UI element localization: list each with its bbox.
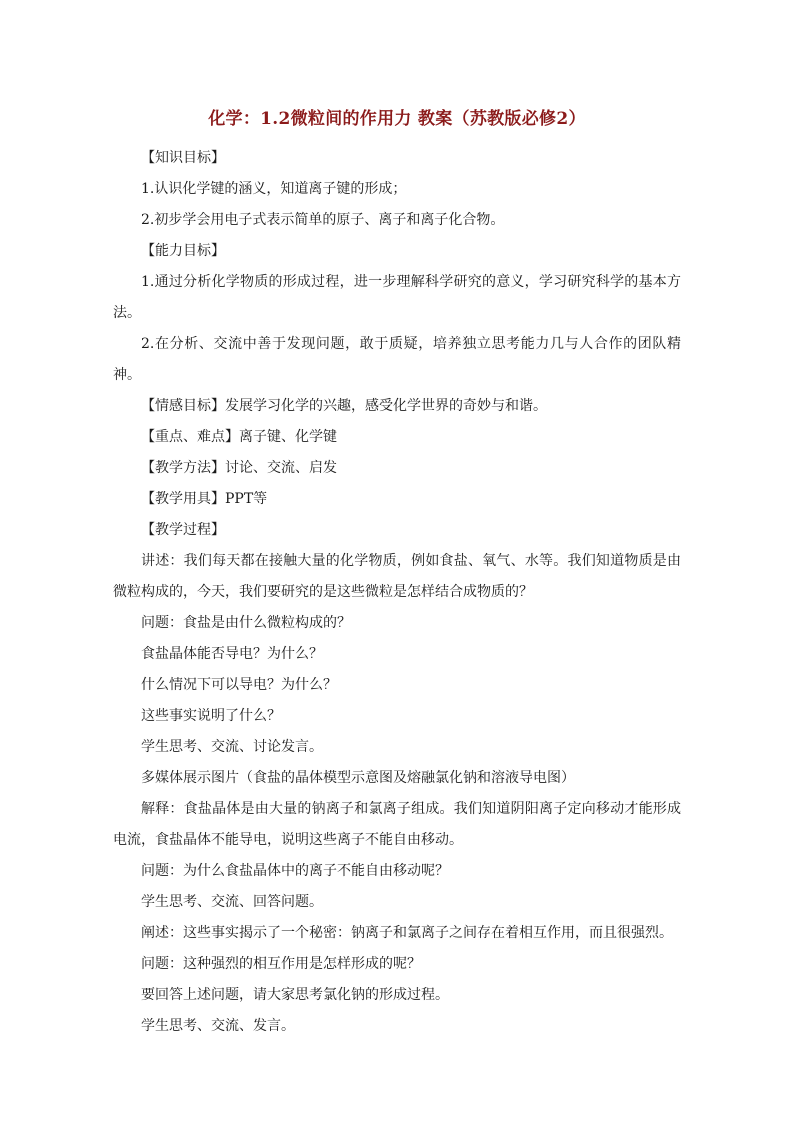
paragraph: 问题：为什么食盐晶体中的离子不能自由移动呢？ bbox=[141, 863, 449, 879]
paragraph: 2.初步学会用电子式表示简单的原子、离子和离子化合物。 bbox=[141, 212, 505, 228]
paragraph: 学生思考、交流、发言。 bbox=[141, 1018, 295, 1034]
paragraph-key-points: 【重点、难点】离子键、化学键 bbox=[141, 429, 337, 445]
paragraph: 要回答上述问题，请大家思考氯化钠的形成过程。 bbox=[141, 987, 449, 1003]
page-title: 化学：1.2微粒间的作用力 教案（苏教版必修2） bbox=[208, 109, 586, 129]
paragraph: 2.在分析、交流中善于发现问题，敢于质疑，培养独立思考能力几与人合作的团队精神。 bbox=[113, 336, 681, 383]
paragraph: 1.通过分析化学物质的形成过程，进一步理解科学研究的意义，学习研究科学的基本方法。 bbox=[113, 274, 681, 321]
paragraph: 这些事实说明了什么？ bbox=[141, 708, 281, 724]
paragraph: 食盐晶体能否导电？为什么？ bbox=[141, 646, 323, 662]
heading-ability-goals: 【能力目标】 bbox=[141, 243, 225, 259]
paragraph: 讲述：我们每天都在接触大量的化学物质，例如食盐、氧气、水等。我们知道物质是由微粒构成的，今天，我们要研究的是这些微粒是怎样结合成物质的？ bbox=[113, 553, 681, 600]
paragraph-teaching-methods: 【教学方法】讨论、交流、启发 bbox=[141, 460, 337, 476]
paragraph: 多媒体展示图片（食盐的晶体模型示意图及熔融氯化钠和溶液导电图） bbox=[141, 770, 575, 786]
document-body bbox=[113, 143, 681, 1042]
paragraph: 什么情况下可以导电？为什么？ bbox=[141, 677, 337, 693]
paragraph: 学生思考、交流、讨论发言。 bbox=[141, 739, 323, 755]
paragraph: 学生思考、交流、回答问题。 bbox=[141, 894, 323, 910]
paragraph: 问题：食盐是由什么微粒构成的？ bbox=[141, 615, 351, 631]
paragraph-teaching-tools: 【教学用具】PPT等 bbox=[141, 491, 268, 507]
heading-teaching-process: 【教学过程】 bbox=[141, 522, 225, 538]
heading-knowledge-goals: 【知识目标】 bbox=[141, 150, 225, 166]
paragraph: 问题：这种强烈的相互作用是怎样形成的呢？ bbox=[141, 956, 421, 972]
paragraph: 阐述：这些事实揭示了一个秘密：钠离子和氯离子之间存在着相互作用，而且很强烈。 bbox=[141, 925, 673, 941]
paragraph: 1.认识化学键的涵义，知道离子键的形成； bbox=[141, 181, 407, 197]
paragraph: 解释：食盐晶体是由大量的钠离子和氯离子组成。我们知道阴阳离子定向移动才能形成电流，食盐晶体不能导电，说明这些离子不能自由移动。 bbox=[113, 801, 681, 848]
paragraph-emotion-goals: 【情感目标】发展学习化学的兴趣，感受化学世界的奇妙与和谐。 bbox=[141, 398, 547, 414]
